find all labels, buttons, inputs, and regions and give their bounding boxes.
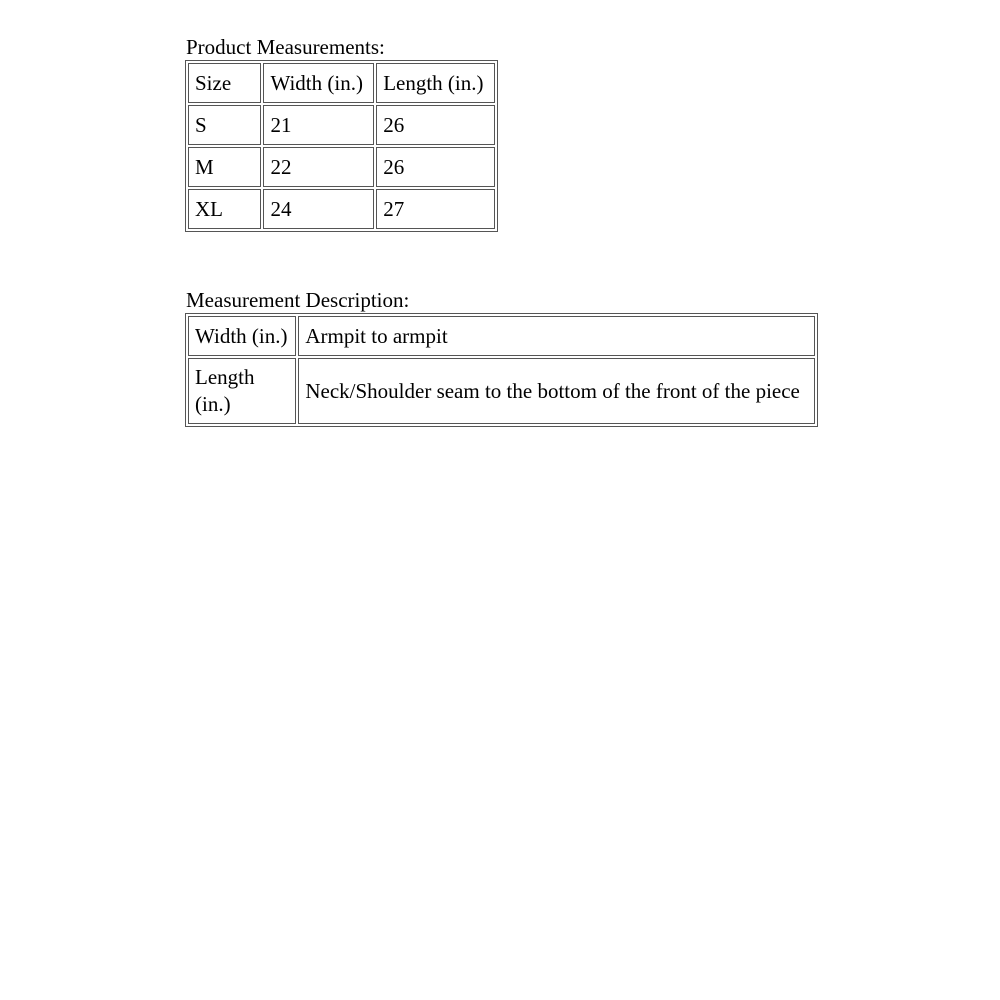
width-cell: 22	[263, 147, 374, 187]
measure-name-cell: Length (in.)	[188, 358, 296, 424]
header-length: Length (in.)	[376, 63, 495, 103]
measure-description-cell: Neck/Shoulder seam to the bottom of the front of the piece	[298, 358, 815, 424]
size-cell: S	[188, 105, 261, 145]
width-cell: 24	[263, 189, 374, 229]
product-measurements-title: Product Measurements:	[186, 35, 385, 59]
measure-name-cell: Width (in.)	[188, 316, 296, 356]
table-row	[188, 358, 815, 424]
table-row	[188, 105, 495, 145]
table-row	[188, 316, 815, 356]
size-cell: M	[188, 147, 261, 187]
length-cell: 26	[376, 105, 495, 145]
length-cell: 26	[376, 147, 495, 187]
measurement-description-title: Measurement Description:	[186, 288, 410, 312]
measurement-description-table	[185, 313, 818, 427]
header-size: Size	[188, 63, 261, 103]
table-header-row	[188, 63, 495, 103]
table-row	[188, 189, 495, 229]
product-measurements-table	[185, 60, 498, 232]
header-width: Width (in.)	[263, 63, 374, 103]
width-cell: 21	[263, 105, 374, 145]
measure-description-cell: Armpit to armpit	[298, 316, 815, 356]
length-cell: 27	[376, 189, 495, 229]
table-row	[188, 147, 495, 187]
size-cell: XL	[188, 189, 261, 229]
